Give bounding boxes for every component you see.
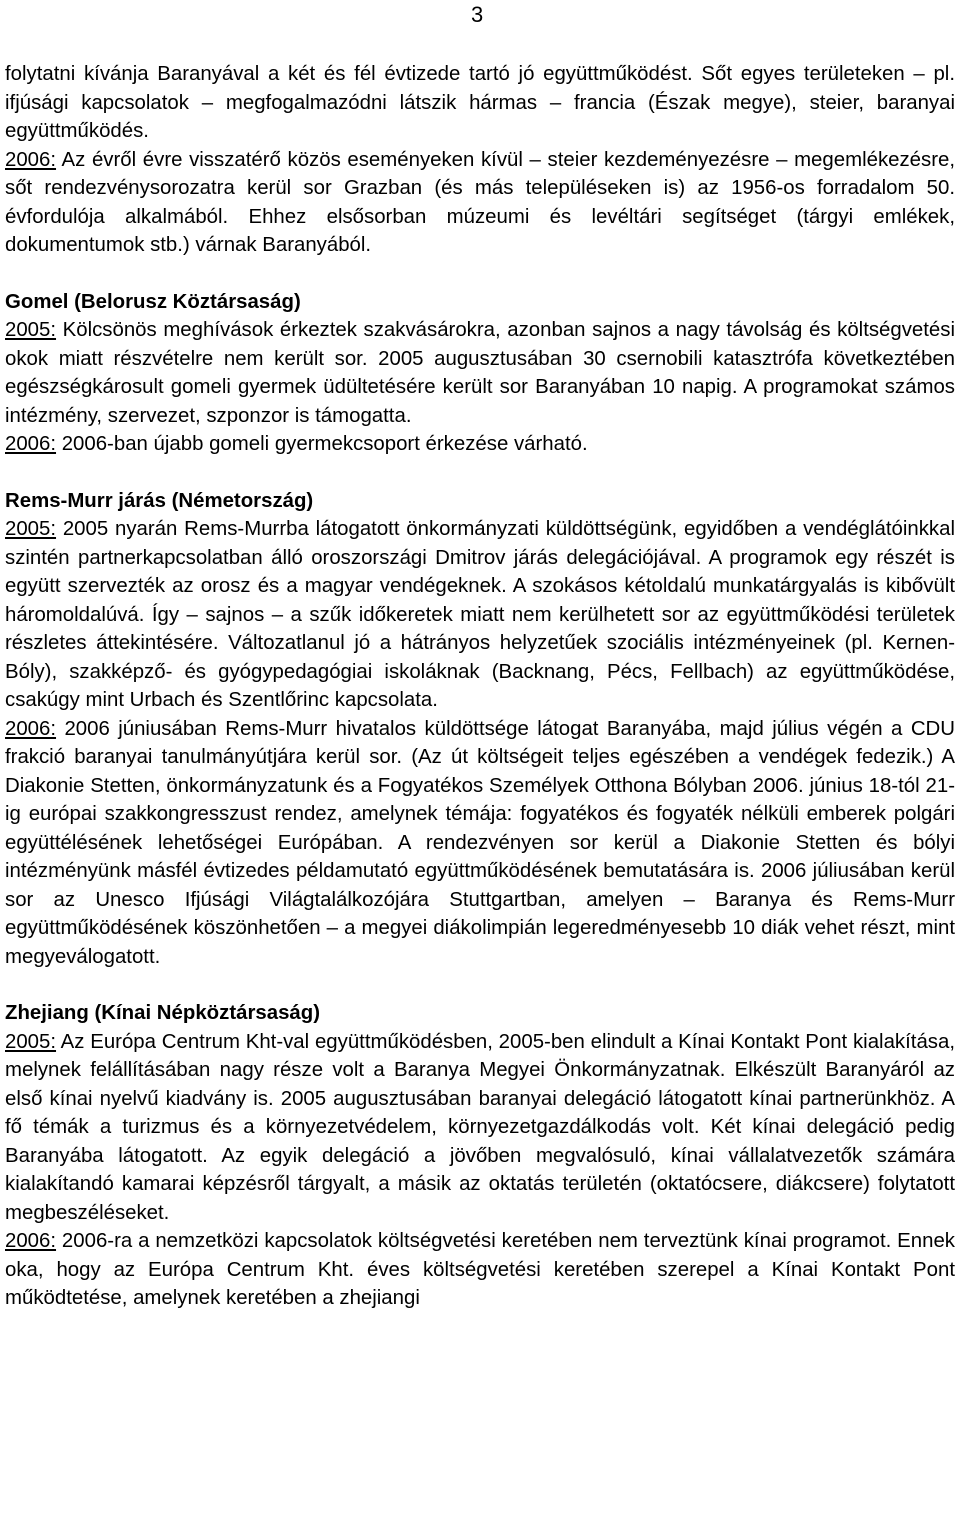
year-label: 2006: [5,1230,57,1252]
paragraph-text: Kölcsönös meghívások érkeztek szakvásárokra, azonban sajnos a nagy távolság és költségvetési okok miatt részvételre nem került sor. 2005 augusztusában 30 csernobili katasztrófa következtében egészségkárosult gomeli gyermek üdültetésére került sor Baranyában 10 napig. A programokat számos intézmény, szervezet, szponzor is támogatta. [5,319,955,427]
rems-murr-2005-paragraph [5,515,955,715]
intro-2006-paragraph [5,146,955,260]
gomel-2005-paragraph [5,316,955,430]
rems-murr-2006-paragraph [5,715,955,972]
section-gap [5,971,955,999]
section-heading-rems-murr: Rems-Murr járás (Németország) [5,489,314,512]
zhejiang-2006-paragraph [5,1227,955,1313]
section-heading-gomel: Gomel (Belorusz Köztársaság) [5,290,301,313]
gomel-2006-paragraph [5,430,955,459]
section-gap [5,260,955,288]
document-body [5,60,955,1313]
paragraph-text: Az évről évre visszatérő közös eseményeken kívül – steier kezdeményezésre – megemlékezésre, sőt rendezvénysorozatra kerül sor Grazban (és más településeken is) az 1956-os forradalom 50. évfordulója alkalmából. Ehhez elsősorban múzeumi és levéltári segítséget (tárgyi emlékek, dokumentumok stb.) várnak Baranyából. [5,148,955,256]
paragraph-text: 2006-ra a nemzetközi kapcsolatok költségvetési keretében nem terveztünk kínai programot. Ennek oka, hogy az Európa Centrum Kht. éves költségvetési keretében szerepel a Kínai Kontakt Pont működtetése, amelynek keretében a zhejiangi [5,1230,955,1309]
section-heading-zhejiang: Zhejiang (Kínai Népköztársaság) [5,1002,320,1024]
year-label: 2005: [5,518,57,540]
year-label: 2006: [5,717,57,740]
paragraph-text: 2006-ban újabb gomeli gyermekcsoport érkezése várható. [56,433,588,455]
year-label: 2005: [5,1030,57,1053]
paragraph-text: 2005 nyarán Rems-Murrba látogatott önkormányzati küldöttségünk, egyidőben a vendéglátóinkkal szintén partnerkapcsolatban álló oroszországi Dmitrov járás delegációjával. A programok egy részét is együtt szervezték az orosz és a magyar vendégeknek. A szokásos kétoldalú munkatárgyalás is kibővült háromoldalúvá. Így – sajnos – a szűk időkeretek miatt nem kerülhetett sor az együttműködési területek részletes áttekintésére. Változatlanul jó a hátrányos helyzetűek szociális intézményeinek (pl. Kernen-Bóly), szakképző- és gyógypedagógiai iskoláknak (Backnang, Pécs, Fellbach) az együttműködése, csakúgy mint Urbach és Szentlőrinc kapcsolata. [5,518,955,711]
year-label: 2005: [5,319,57,341]
section-gap [5,459,955,487]
page-number: 3 [471,2,484,27]
paragraph-text: Az Európa Centrum Kht-val együttműködésben, 2005-ben elindult a Kínai Kontakt Pont kialakítása, melynek felállításában nagy része volt a Baranya Megyei Önkormányzatnak. Elkészült Baranyáról az első kínai nyelvű kiadvány is. 2005 augusztusában baranyai delegáció látogatott kínai partnerünkhöz. A fő témák a turizmus és a környezetvédelem, környezetgazdálkodás volt. Két kínai delegáció pedig Baranyába látogatott. Az egyik delegáció a jövőben megvalósuló, kínai vállalatvezetők számára kialakítandó kamarai képzésről tárgyalt, a másik az oktatás területén (oktatócsere, diákcsere) folytatott megbeszéléseket. [5,1030,955,1224]
zhejiang-2005-paragraph [5,1028,955,1228]
year-label: 2006: [5,433,57,455]
intro-paragraph: folytatni kívánja Baranyával a két és fél évtizede tartó jó együttműködést. Sőt egyes területeken – pl. ifjúsági kapcsolatok – megfogalmazódni látszik hármas – francia (Észak megye), steier, baranyai együttműködés. [5,63,955,142]
paragraph-text: 2006 júniusában Rems-Murr hivatalos küldöttsége látogat Baranyába, majd július végén a CDU frakció baranyai tanulmányútjára kerül sor. (Az út költségeit teljes egészében a vendégek fedezik.) A Diakonie Stetten, önkormányzatunk és a Fogyatékos Személyek Otthona Bólyban 2006. június 18-tól 21-ig európai szakkongresszust rendez, amelynek témája: fogyatékos és fogyaték nélküli emberek polgári együttélésének lehetőségei Európában. A rendezvényen sor kerül a Diakonie Stetten és bólyi intézményünk másfél évtizedes példamutató együttműködésének bemutatására is. 2006 júliusában kerül sor az Unesco Ifjúsági Világtalálkozójára Stuttgartban, amelyen – Baranya és Rems-Murr együttműködésének köszönhetően – a megyei diákolimpián legeredményesebb 10 diák vehet részt, mint megyeválogatott. [5,717,955,968]
year-label: 2006: [5,148,57,171]
